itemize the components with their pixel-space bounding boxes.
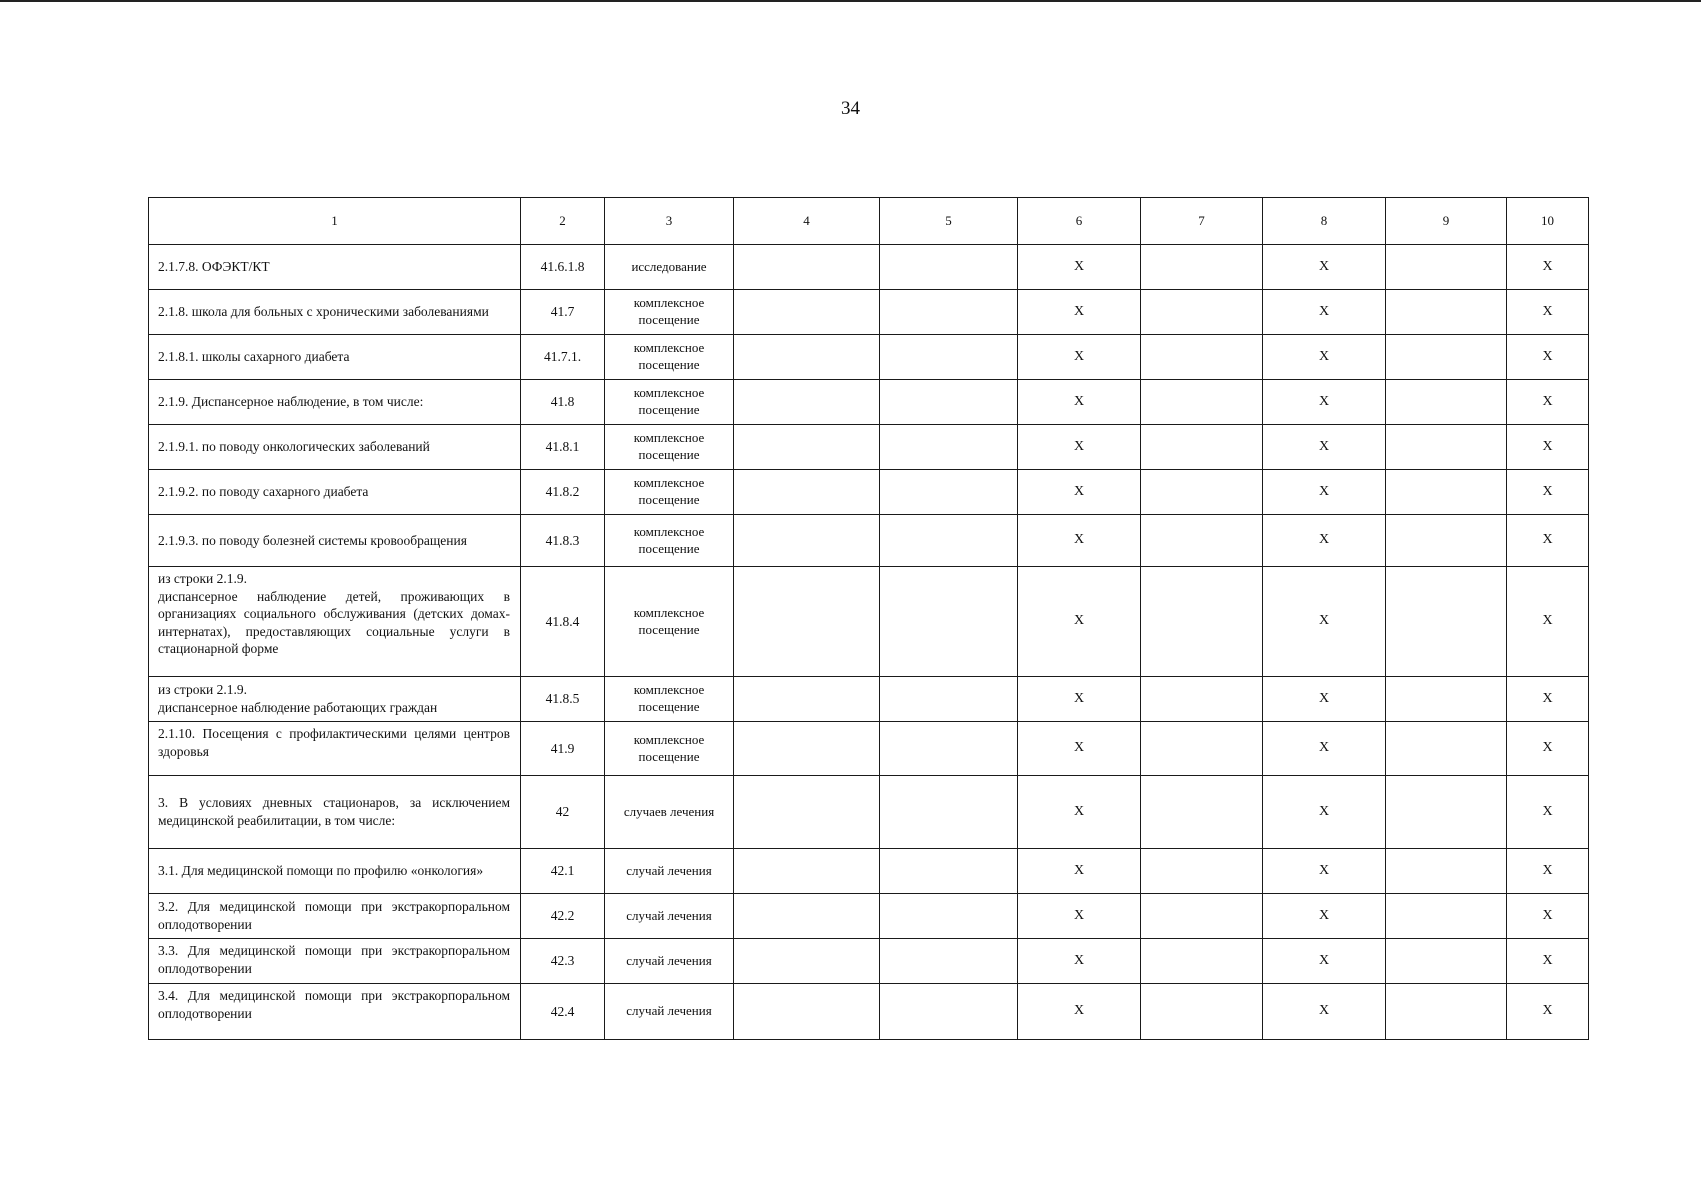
row-code: 42.2 (521, 894, 605, 939)
row-name: 3.1. Для медицинской помощи по профилю «онкология» (149, 849, 521, 894)
cell-col5 (880, 894, 1018, 939)
row-unit: комплексное посещение (605, 722, 734, 776)
row-name: 2.1.9. Диспансерное наблюдение, в том числе: (149, 380, 521, 425)
cell-col9 (1386, 290, 1507, 335)
cell-col4 (734, 245, 880, 290)
cell-col8: Х (1263, 776, 1386, 849)
table-row (149, 425, 1589, 470)
cell-col8: Х (1263, 984, 1386, 1040)
cell-col10: Х (1507, 939, 1589, 984)
cell-col8: Х (1263, 290, 1386, 335)
cell-col5 (880, 245, 1018, 290)
cell-col5 (880, 939, 1018, 984)
row-name: 2.1.10. Посещения с профилактическими целями центров здоровья (149, 722, 521, 776)
row-name: 2.1.9.1. по поводу онкологических заболеваний (149, 425, 521, 470)
row-name: из строки 2.1.9. диспансерное наблюдение детей, проживающих в организациях социального обслуживания (детских домах-интернатах), предоставляющих социальные услуги в стационарной форме (149, 567, 521, 677)
cell-col10: Х (1507, 776, 1589, 849)
row-code: 41.9 (521, 722, 605, 776)
row-code: 41.8.5 (521, 677, 605, 722)
cell-col7 (1141, 677, 1263, 722)
cell-col5 (880, 425, 1018, 470)
page-number: 34 (841, 98, 860, 119)
table-row (149, 335, 1589, 380)
row-unit: комплексное посещение (605, 515, 734, 567)
cell-col7 (1141, 470, 1263, 515)
cell-col9 (1386, 722, 1507, 776)
row-unit: комплексное посещение (605, 470, 734, 515)
cell-col9 (1386, 939, 1507, 984)
table-row (149, 894, 1589, 939)
cell-col10: Х (1507, 849, 1589, 894)
cell-col4 (734, 722, 880, 776)
row-name: 3.3. Для медицинской помощи при экстракорпоральном оплодотворении (149, 939, 521, 984)
cell-col10: Х (1507, 984, 1589, 1040)
cell-col10: Х (1507, 722, 1589, 776)
row-unit: случай лечения (605, 984, 734, 1040)
column-header: 5 (880, 198, 1018, 245)
cell-col4 (734, 380, 880, 425)
data-table (148, 197, 1589, 1040)
cell-col4 (734, 515, 880, 567)
page-top-border (0, 0, 1701, 2)
cell-col6: Х (1018, 722, 1141, 776)
table-row (149, 290, 1589, 335)
row-name: 2.1.9.2. по поводу сахарного диабета (149, 470, 521, 515)
cell-col7 (1141, 984, 1263, 1040)
row-code: 41.8.4 (521, 567, 605, 677)
cell-col6: Х (1018, 335, 1141, 380)
cell-col4 (734, 567, 880, 677)
cell-col8: Х (1263, 425, 1386, 470)
cell-col7 (1141, 290, 1263, 335)
cell-col4 (734, 677, 880, 722)
cell-col9 (1386, 470, 1507, 515)
table-row (149, 849, 1589, 894)
cell-col8: Х (1263, 677, 1386, 722)
cell-col8: Х (1263, 567, 1386, 677)
cell-col8: Х (1263, 894, 1386, 939)
row-name: 2.1.8. школа для больных с хроническими заболеваниями (149, 290, 521, 335)
cell-col9 (1386, 984, 1507, 1040)
row-name: 2.1.8.1. школы сахарного диабета (149, 335, 521, 380)
cell-col9 (1386, 776, 1507, 849)
cell-col10: Х (1507, 470, 1589, 515)
cell-col7 (1141, 567, 1263, 677)
table-row (149, 984, 1589, 1040)
row-code: 41.7.1. (521, 335, 605, 380)
column-header: 9 (1386, 198, 1507, 245)
cell-col6: Х (1018, 567, 1141, 677)
cell-col6: Х (1018, 776, 1141, 849)
cell-col7 (1141, 335, 1263, 380)
cell-col6: Х (1018, 894, 1141, 939)
cell-col7 (1141, 894, 1263, 939)
cell-col9 (1386, 515, 1507, 567)
cell-col9 (1386, 245, 1507, 290)
table-row (149, 515, 1589, 567)
cell-col9 (1386, 567, 1507, 677)
cell-col6: Х (1018, 380, 1141, 425)
cell-col6: Х (1018, 984, 1141, 1040)
table-row (149, 722, 1589, 776)
row-name: 3. В условиях дневных стационаров, за исключением медицинской реабилитации, в том числе: (149, 776, 521, 849)
row-unit: комплексное посещение (605, 290, 734, 335)
column-header: 10 (1507, 198, 1589, 245)
cell-col7 (1141, 425, 1263, 470)
cell-col4 (734, 939, 880, 984)
cell-col9 (1386, 677, 1507, 722)
cell-col8: Х (1263, 245, 1386, 290)
column-header: 7 (1141, 198, 1263, 245)
column-header: 6 (1018, 198, 1141, 245)
column-header: 4 (734, 198, 880, 245)
row-code: 42 (521, 776, 605, 849)
cell-col5 (880, 984, 1018, 1040)
table-row (149, 939, 1589, 984)
cell-col4 (734, 776, 880, 849)
column-header: 1 (149, 198, 521, 245)
cell-col9 (1386, 380, 1507, 425)
cell-col6: Х (1018, 939, 1141, 984)
row-name: 2.1.9.3. по поводу болезней системы кровообращения (149, 515, 521, 567)
table-row (149, 776, 1589, 849)
row-unit: комплексное посещение (605, 567, 734, 677)
row-code: 42.1 (521, 849, 605, 894)
row-unit: случаев лечения (605, 776, 734, 849)
cell-col5 (880, 290, 1018, 335)
cell-col8: Х (1263, 515, 1386, 567)
cell-col4 (734, 290, 880, 335)
cell-col6: Х (1018, 515, 1141, 567)
cell-col8: Х (1263, 380, 1386, 425)
row-unit: комплексное посещение (605, 677, 734, 722)
row-name: 2.1.7.8. ОФЭКТ/КТ (149, 245, 521, 290)
row-code: 41.8.3 (521, 515, 605, 567)
row-code: 41.7 (521, 290, 605, 335)
cell-col8: Х (1263, 470, 1386, 515)
cell-col10: Х (1507, 567, 1589, 677)
cell-col10: Х (1507, 677, 1589, 722)
row-code: 41.6.1.8 (521, 245, 605, 290)
cell-col10: Х (1507, 245, 1589, 290)
cell-col4 (734, 984, 880, 1040)
cell-col6: Х (1018, 470, 1141, 515)
cell-col7 (1141, 849, 1263, 894)
row-unit: исследование (605, 245, 734, 290)
row-unit: случай лечения (605, 849, 734, 894)
column-header: 8 (1263, 198, 1386, 245)
cell-col6: Х (1018, 849, 1141, 894)
cell-col6: Х (1018, 245, 1141, 290)
row-unit: комплексное посещение (605, 335, 734, 380)
cell-col9 (1386, 894, 1507, 939)
column-header: 3 (605, 198, 734, 245)
cell-col8: Х (1263, 849, 1386, 894)
table-row (149, 567, 1589, 677)
cell-col5 (880, 677, 1018, 722)
column-header: 2 (521, 198, 605, 245)
cell-col5 (880, 335, 1018, 380)
cell-col10: Х (1507, 894, 1589, 939)
cell-col5 (880, 515, 1018, 567)
cell-col4 (734, 894, 880, 939)
cell-col6: Х (1018, 677, 1141, 722)
cell-col10: Х (1507, 290, 1589, 335)
row-unit: случай лечения (605, 894, 734, 939)
cell-col9 (1386, 849, 1507, 894)
column-number-row (149, 198, 1589, 245)
cell-col8: Х (1263, 939, 1386, 984)
row-unit: случай лечения (605, 939, 734, 984)
cell-col5 (880, 722, 1018, 776)
table-row (149, 380, 1589, 425)
table-row (149, 677, 1589, 722)
cell-col4 (734, 425, 880, 470)
cell-col5 (880, 849, 1018, 894)
cell-col7 (1141, 380, 1263, 425)
cell-col6: Х (1018, 290, 1141, 335)
cell-col7 (1141, 722, 1263, 776)
row-code: 41.8 (521, 380, 605, 425)
cell-col10: Х (1507, 515, 1589, 567)
row-code: 41.8.1 (521, 425, 605, 470)
row-unit: комплексное посещение (605, 425, 734, 470)
table-row (149, 470, 1589, 515)
row-code: 42.4 (521, 984, 605, 1040)
cell-col10: Х (1507, 335, 1589, 380)
cell-col5 (880, 470, 1018, 515)
cell-col6: Х (1018, 425, 1141, 470)
table-row (149, 245, 1589, 290)
row-unit: комплексное посещение (605, 380, 734, 425)
row-name: 3.4. Для медицинской помощи при экстракорпоральном оплодотворении (149, 984, 521, 1040)
cell-col10: Х (1507, 425, 1589, 470)
cell-col5 (880, 567, 1018, 677)
cell-col7 (1141, 939, 1263, 984)
cell-col7 (1141, 776, 1263, 849)
row-name: из строки 2.1.9. диспансерное наблюдение работающих граждан (149, 677, 521, 722)
cell-col4 (734, 470, 880, 515)
cell-col4 (734, 335, 880, 380)
cell-col5 (880, 380, 1018, 425)
cell-col4 (734, 849, 880, 894)
cell-col9 (1386, 425, 1507, 470)
row-code: 42.3 (521, 939, 605, 984)
cell-col7 (1141, 245, 1263, 290)
cell-col10: Х (1507, 380, 1589, 425)
cell-col8: Х (1263, 722, 1386, 776)
row-code: 41.8.2 (521, 470, 605, 515)
cell-col5 (880, 776, 1018, 849)
cell-col9 (1386, 335, 1507, 380)
row-name: 3.2. Для медицинской помощи при экстракорпоральном оплодотворении (149, 894, 521, 939)
cell-col7 (1141, 515, 1263, 567)
cell-col8: Х (1263, 335, 1386, 380)
